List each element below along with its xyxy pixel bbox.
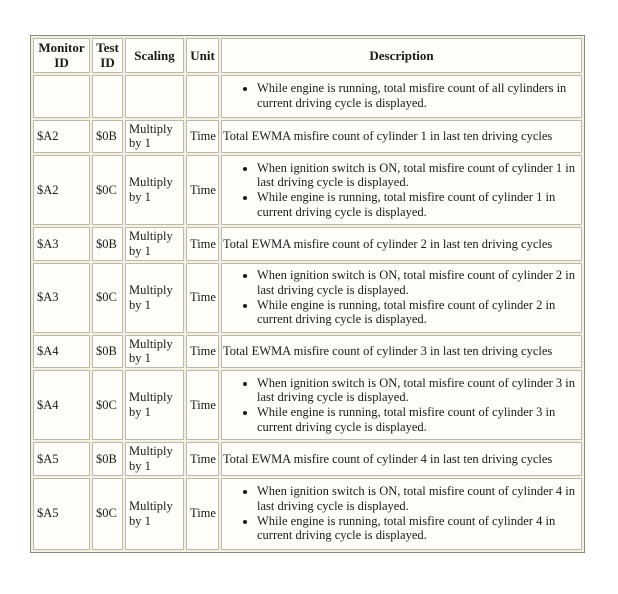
- monitor-id-cell: [33, 75, 90, 118]
- unit-cell: Time: [186, 370, 219, 440]
- table-row: [33, 120, 582, 154]
- monitor-id-cell: $A5: [33, 478, 90, 550]
- description-cell: [221, 478, 582, 550]
- monitor-id-cell: $A3: [33, 227, 90, 261]
- unit-cell: Time: [186, 120, 219, 154]
- description-bullet-list: [223, 81, 582, 111]
- header-description: Description: [221, 38, 582, 73]
- scaling-cell: Multiply by 1: [125, 478, 184, 550]
- misfire-monitor-table: [30, 35, 585, 553]
- monitor-id-cell: $A2: [33, 155, 90, 225]
- description-cell: [221, 75, 582, 118]
- monitor-id-cell: $A3: [33, 263, 90, 333]
- table-row: [33, 370, 582, 440]
- unit-cell: [186, 75, 219, 118]
- unit-cell: Time: [186, 227, 219, 261]
- test-id-cell: $0C: [92, 155, 123, 225]
- monitor-id-cell: $A5: [33, 442, 90, 476]
- test-id-cell: $0C: [92, 370, 123, 440]
- description-bullet-list: [223, 268, 582, 327]
- scaling-cell: [125, 75, 184, 118]
- description-cell: [221, 120, 582, 154]
- description-text: Total EWMA misfire count of cylinder 4 in last ten driving cycles: [223, 451, 553, 466]
- description-bullet: • When ignition switch is ON, total misfire count of cylinder 4 in last driving cycle is displayed.: [257, 484, 582, 514]
- header-monitor-id: Monitor ID: [33, 38, 90, 73]
- description-text: Total EWMA misfire count of cylinder 1 in last ten driving cycles: [223, 129, 553, 144]
- table-row: [33, 442, 582, 476]
- unit-cell: Time: [186, 263, 219, 333]
- description-cell: [221, 335, 582, 369]
- description-bullet: • When ignition switch is ON, total misfire count of cylinder 1 in last driving cycle is displayed.: [257, 161, 582, 191]
- table-row: [33, 155, 582, 225]
- description-cell: [221, 263, 582, 333]
- scaling-cell: Multiply by 1: [125, 155, 184, 225]
- description-bullet: • When ignition switch is ON, total misfire count of cylinder 2 in last driving cycle is displayed.: [257, 268, 582, 298]
- scaling-cell: Multiply by 1: [125, 227, 184, 261]
- test-id-cell: $0C: [92, 478, 123, 550]
- table-row: [33, 263, 582, 333]
- table-row: [33, 335, 582, 369]
- scaling-cell: Multiply by 1: [125, 370, 184, 440]
- description-bullet: • While engine is running, total misfire count of cylinder 3 in current driving cycle is displayed.: [257, 405, 582, 435]
- description-cell: [221, 155, 582, 225]
- description-bullet: • While engine is running, total misfire count of all cylinders in current driving cycle is displayed.: [257, 81, 582, 111]
- table-row: [33, 75, 582, 118]
- monitor-id-cell: $A2: [33, 120, 90, 154]
- table-header: [33, 38, 582, 73]
- unit-cell: Time: [186, 335, 219, 369]
- description-bullet-list: [223, 376, 582, 435]
- test-id-cell: $0B: [92, 120, 123, 154]
- scaling-cell: Multiply by 1: [125, 335, 184, 369]
- scaling-cell: Multiply by 1: [125, 120, 184, 154]
- description-bullet: • While engine is running, total misfire count of cylinder 1 in current driving cycle is displayed.: [257, 190, 582, 220]
- description-cell: [221, 370, 582, 440]
- scaling-cell: Multiply by 1: [125, 263, 184, 333]
- description-bullet: • While engine is running, total misfire count of cylinder 2 in current driving cycle is displayed.: [257, 298, 582, 328]
- monitor-id-cell: $A4: [33, 335, 90, 369]
- table-row: [33, 227, 582, 261]
- table-body: [33, 75, 582, 550]
- description-bullet-list: [223, 161, 582, 220]
- table-row: [33, 478, 582, 550]
- header-unit: Unit: [186, 38, 219, 73]
- unit-cell: Time: [186, 155, 219, 225]
- test-id-cell: $0B: [92, 227, 123, 261]
- description-cell: [221, 442, 582, 476]
- test-id-cell: [92, 75, 123, 118]
- test-id-cell: $0C: [92, 263, 123, 333]
- test-id-cell: $0B: [92, 335, 123, 369]
- description-bullet: • When ignition switch is ON, total misfire count of cylinder 3 in last driving cycle is displayed.: [257, 376, 582, 406]
- header-scaling: Scaling: [125, 38, 184, 73]
- description-text: Total EWMA misfire count of cylinder 3 in last ten driving cycles: [223, 344, 553, 359]
- unit-cell: Time: [186, 442, 219, 476]
- scaling-cell: Multiply by 1: [125, 442, 184, 476]
- description-bullet: • While engine is running, total misfire count of cylinder 4 in current driving cycle is displayed.: [257, 514, 582, 544]
- description-text: Total EWMA misfire count of cylinder 2 in last ten driving cycles: [223, 236, 553, 251]
- test-id-cell: $0B: [92, 442, 123, 476]
- unit-cell: Time: [186, 478, 219, 550]
- monitor-id-cell: $A4: [33, 370, 90, 440]
- header-row: [33, 38, 582, 73]
- header-test-id: Test ID: [92, 38, 123, 73]
- description-bullet-list: [223, 484, 582, 543]
- description-cell: [221, 227, 582, 261]
